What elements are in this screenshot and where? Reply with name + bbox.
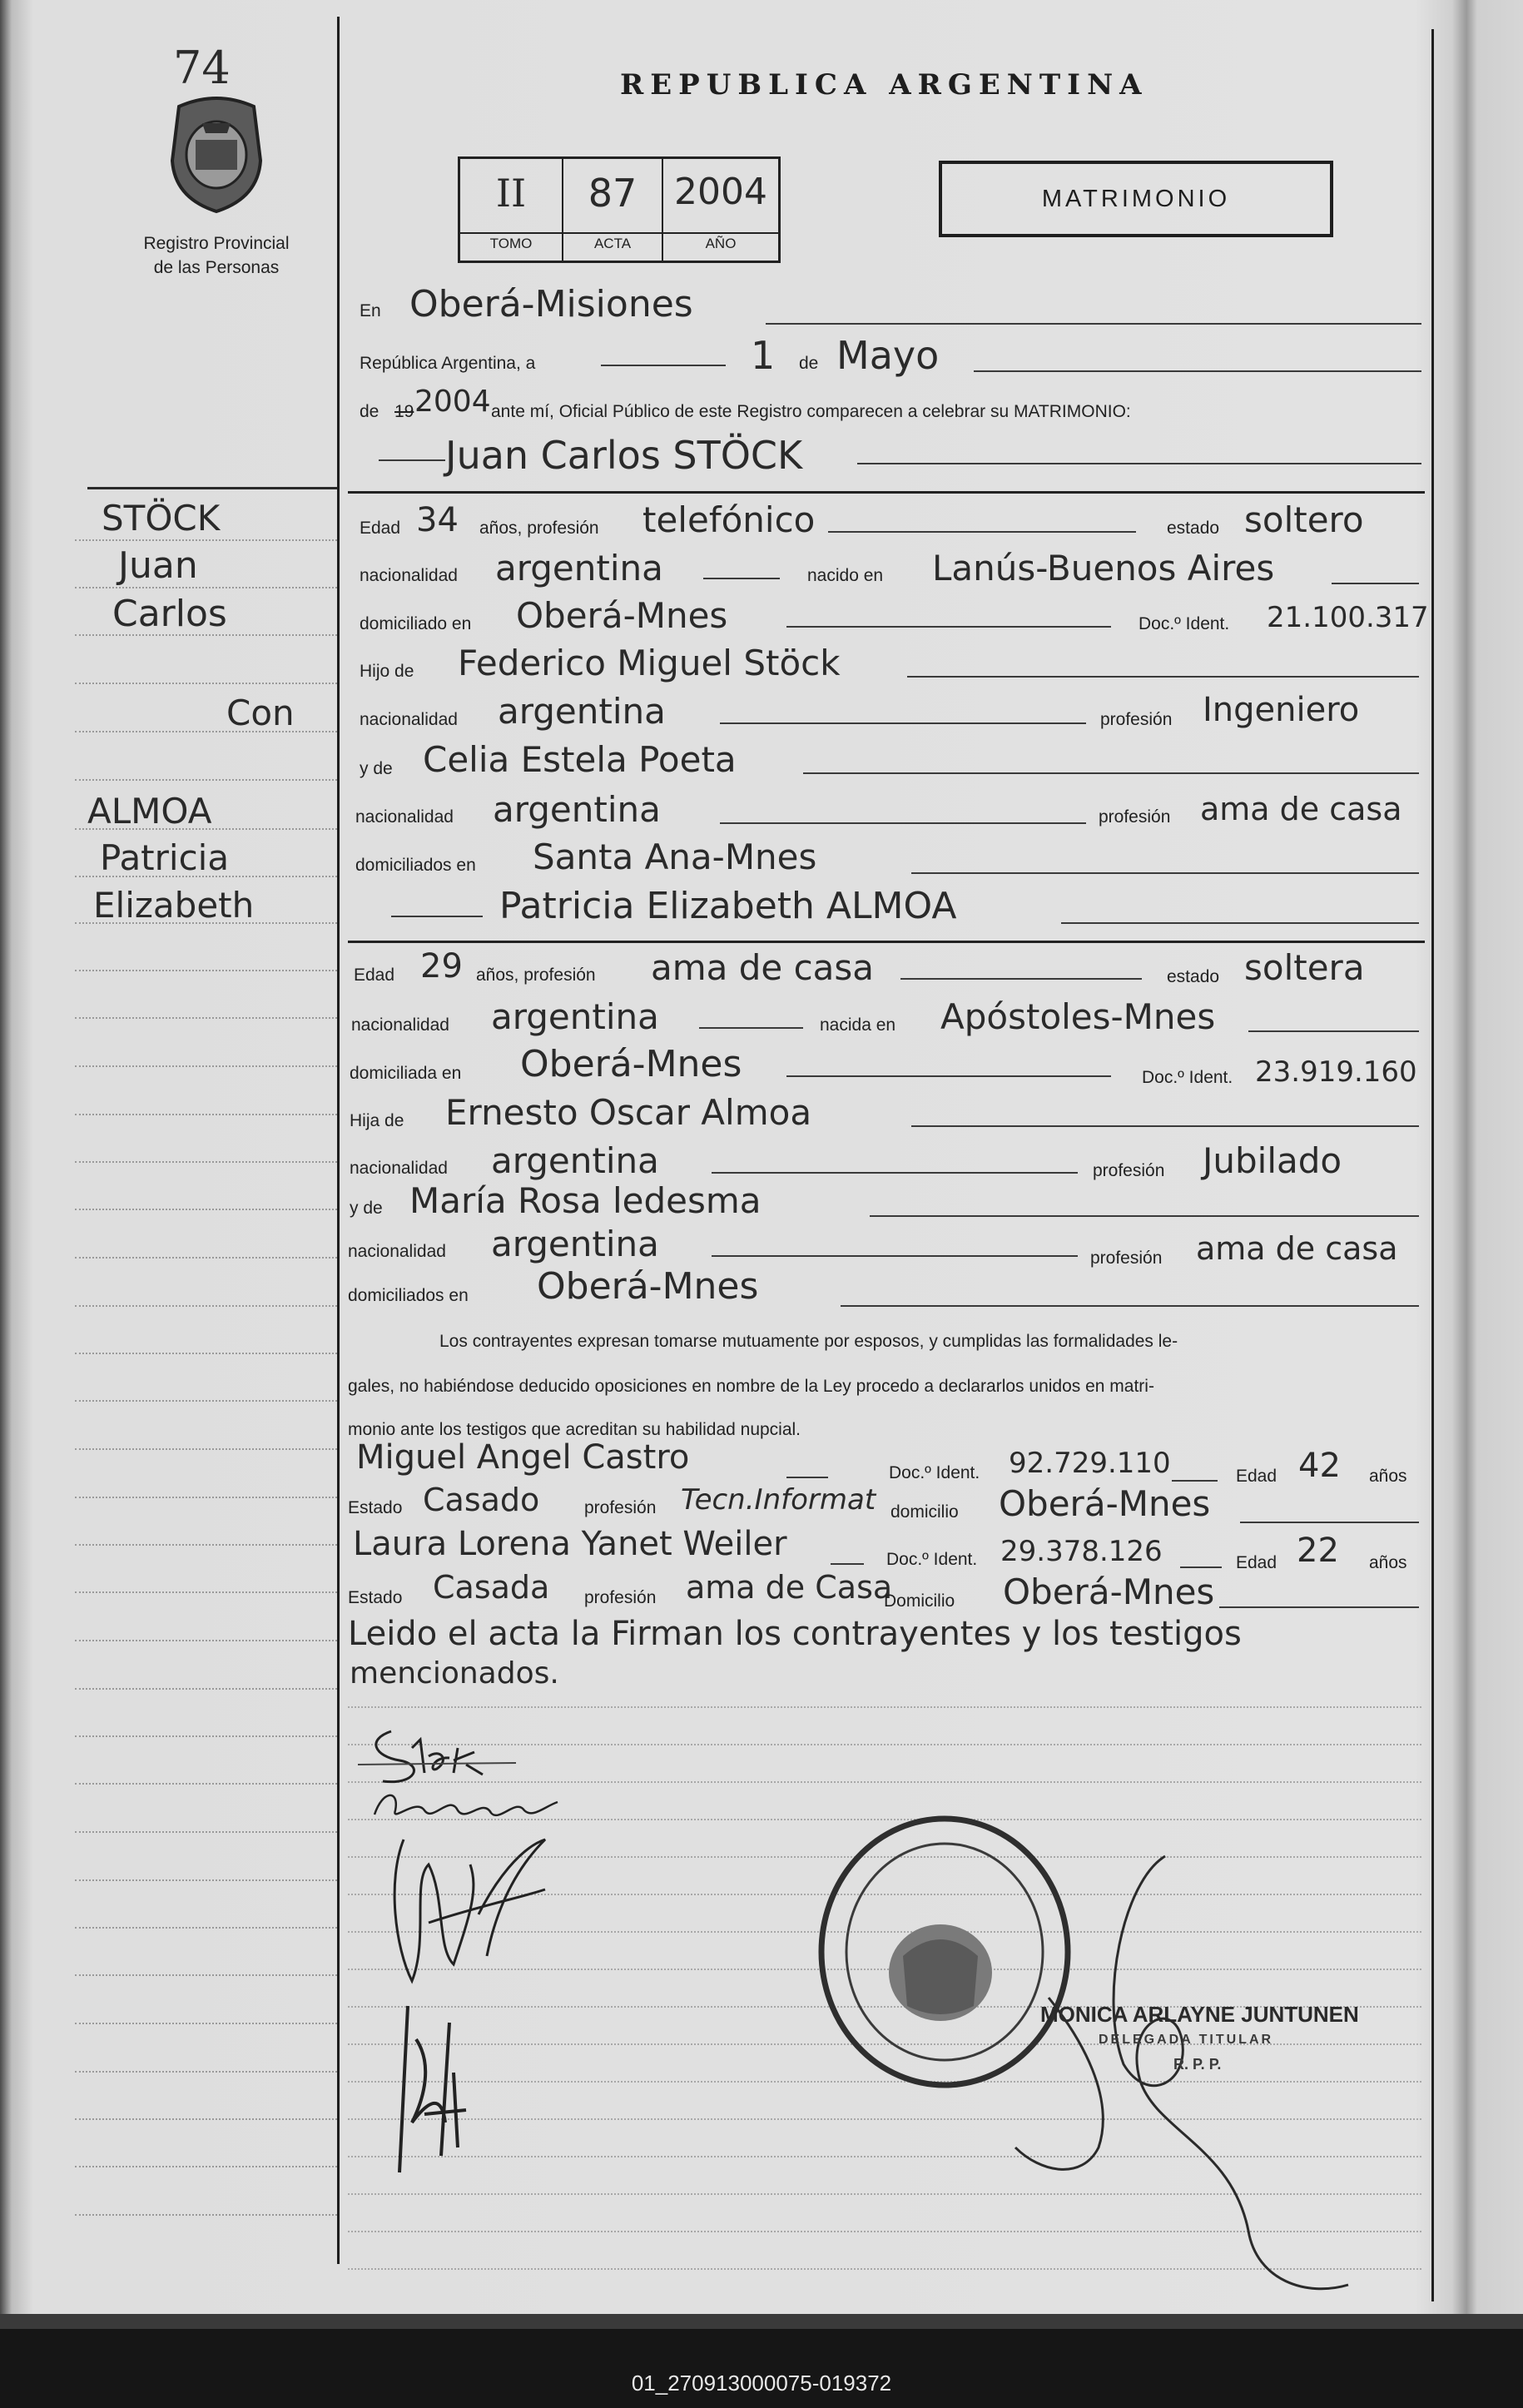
bride-profesion: ama de casa bbox=[651, 947, 875, 988]
registry-line-1: Registro Provincial bbox=[143, 234, 290, 253]
tomo-label: TOMO bbox=[489, 236, 533, 251]
groom-anos-profesion-label: años, profesión bbox=[479, 519, 599, 538]
bride-domicilio: Oberá-Mnes bbox=[520, 1043, 742, 1085]
witness-2-profesion: ama de Casa bbox=[686, 1569, 893, 1606]
groom-hijo-label: Hijo de bbox=[360, 662, 414, 681]
registry-name bbox=[108, 231, 325, 280]
bride-domiciliada-label: domiciliada en bbox=[350, 1064, 462, 1083]
margin-bride-name-2: Elizabeth bbox=[93, 885, 255, 926]
witness-1-signature bbox=[379, 1815, 578, 2006]
groom-padre: Federico Miguel Stöck bbox=[458, 643, 841, 683]
bride-padre-prof: Jubilado bbox=[1203, 1140, 1342, 1181]
bride-estado-label: estado bbox=[1167, 967, 1220, 986]
groom-padre-prof: Ingeniero bbox=[1203, 691, 1360, 729]
witness-2-estado: Casada bbox=[433, 1569, 550, 1606]
witness-2-name: Laura Lorena Yanet Weiler bbox=[353, 1525, 787, 1563]
witness-2-signature bbox=[375, 1989, 491, 2189]
bride-hija-label: Hija de bbox=[350, 1111, 404, 1130]
image-id: 01_270913000075-019372 bbox=[631, 2371, 892, 2396]
bride-full-name: Patricia Elizabeth ALMOA bbox=[499, 885, 957, 927]
registry-line-2: de las Personas bbox=[153, 258, 280, 277]
closing-line-1: Leido el acta la Firman los contrayentes y los testigos bbox=[348, 1615, 1242, 1653]
bride-padre-prof-label: profesión bbox=[1093, 1161, 1165, 1180]
groom-profesion: telefónico bbox=[642, 499, 816, 540]
witness-1-domicilio-label: domicilio bbox=[890, 1502, 959, 1522]
groom-madre-nac: argentina bbox=[493, 789, 661, 830]
margin-bride-surname: ALMOA bbox=[87, 791, 212, 832]
year-printed: 19 bbox=[394, 402, 414, 421]
witness-1-domicilio: Oberá-Mnes bbox=[999, 1483, 1211, 1524]
month: Mayo bbox=[836, 333, 940, 378]
bride-madre-prof-label: profesión bbox=[1090, 1249, 1163, 1268]
bride-padre: Ernesto Oscar Almoa bbox=[445, 1092, 812, 1133]
witness-1-edad: 42 bbox=[1298, 1447, 1341, 1485]
bride-madre-nac-label: nacionalidad bbox=[348, 1242, 446, 1261]
groom-full-name: Juan Carlos STÖCK bbox=[445, 433, 803, 478]
witness-1-doc: 92.729.110 bbox=[1009, 1447, 1171, 1480]
witness-1-name: Miguel Angel Castro bbox=[356, 1438, 690, 1477]
groom-madre-nac-label: nacionalidad bbox=[355, 807, 454, 827]
place: Oberá-Misiones bbox=[409, 283, 693, 325]
day: 1 bbox=[751, 333, 776, 378]
groom-estado: soltero bbox=[1244, 499, 1364, 540]
bride-padre-nac-label: nacionalidad bbox=[350, 1159, 448, 1178]
groom-nacido-label: nacido en bbox=[807, 566, 884, 585]
republica-label: República Argentina, a bbox=[360, 354, 536, 373]
bride-nacida-label: nacida en bbox=[820, 1015, 896, 1035]
margin-groom-name-2: Carlos bbox=[112, 593, 227, 635]
groom-padres-dom: Santa Ana-Mnes bbox=[533, 837, 817, 877]
bride-anos-profesion-label: años, profesión bbox=[476, 966, 596, 985]
doc-type-box bbox=[939, 161, 1333, 237]
margin-groom-name-1: Juan bbox=[118, 544, 198, 587]
groom-estado-label: estado bbox=[1167, 519, 1220, 538]
groom-madre-prof-label: profesión bbox=[1099, 807, 1171, 827]
declaration-line-1: Los contrayentes expresan tomarse mutuamente por esposos, y cumplidas las formalidades le- bbox=[439, 1332, 1178, 1351]
bride-nacionalidad: argentina bbox=[491, 996, 659, 1037]
bride-madre: María Rosa ledesma bbox=[409, 1180, 762, 1221]
ano-label: AÑO bbox=[705, 236, 737, 251]
witness-2-domicilio-label: Domicilio bbox=[884, 1591, 955, 1611]
witness-1-profesion: Tecn.Informat bbox=[681, 1483, 876, 1517]
margin-bride-name-1: Patricia bbox=[100, 837, 230, 878]
witness-1-anos-label: años bbox=[1369, 1467, 1407, 1486]
de-label: de bbox=[799, 354, 819, 373]
margin-connector: Con bbox=[226, 693, 295, 733]
tomo-value: II bbox=[495, 171, 527, 216]
witness-2-edad-label: Edad bbox=[1236, 1553, 1277, 1572]
witness-1-estado-label: Estado bbox=[348, 1498, 403, 1517]
bride-madre-prof: ama de casa bbox=[1196, 1230, 1398, 1267]
bride-estado: soltera bbox=[1244, 947, 1365, 988]
bride-nacionalidad-label: nacionalidad bbox=[351, 1015, 449, 1035]
page-edge-shadow bbox=[0, 2314, 1523, 2329]
witness-1-profesion-label: profesión bbox=[584, 1498, 657, 1517]
officer-office: R. P. P. bbox=[1173, 2056, 1222, 2073]
witness-2-anos-label: años bbox=[1369, 1553, 1407, 1572]
groom-edad: 34 bbox=[416, 501, 459, 539]
tomo-acta-box bbox=[458, 156, 781, 263]
bride-padres-dom: Oberá-Mnes bbox=[537, 1265, 759, 1308]
witness-2-domicilio: Oberá-Mnes bbox=[1003, 1571, 1215, 1612]
bride-yde-label: y de bbox=[350, 1199, 383, 1218]
bride-nacida: Apóstoles-Mnes bbox=[940, 996, 1216, 1037]
groom-padre-nac: argentina bbox=[498, 691, 666, 732]
provincial-seal-icon bbox=[162, 90, 270, 215]
witness-2-doc: 29.378.126 bbox=[1000, 1535, 1163, 1568]
declaration-line-2: gales, no habiéndose deducido oposiciones en nombre de la Ley procedo a declararlos unidos en matri- bbox=[348, 1377, 1154, 1396]
en-label: En bbox=[360, 301, 381, 320]
groom-nacido: Lanús-Buenos Aires bbox=[932, 548, 1275, 588]
groom-nacionalidad-label: nacionalidad bbox=[360, 566, 458, 585]
left-column-border bbox=[337, 17, 340, 2264]
declaration-line-3: monio ante los testigos que acreditan su habilidad nupcial. bbox=[348, 1420, 801, 1439]
witness-2-estado-label: Estado bbox=[348, 1588, 403, 1607]
closing-line-2: mencionados. bbox=[350, 1656, 559, 1691]
bride-doc-label: Doc.º Ident. bbox=[1142, 1068, 1233, 1087]
groom-madre-prof: ama de casa bbox=[1200, 791, 1402, 827]
groom-domicilio: Oberá-Mnes bbox=[516, 595, 728, 636]
witness-1-edad-label: Edad bbox=[1236, 1467, 1277, 1486]
groom-doc: 21.100.317 bbox=[1267, 601, 1429, 634]
witness-2-edad: 22 bbox=[1297, 1532, 1339, 1570]
groom-doc-label: Doc.º Ident. bbox=[1139, 614, 1230, 633]
witness-2-profesion-label: profesión bbox=[584, 1588, 657, 1607]
groom-nacionalidad: argentina bbox=[495, 548, 663, 588]
acta-label: ACTA bbox=[593, 236, 632, 251]
right-column-border bbox=[1431, 29, 1434, 2301]
officer-title: DELEGADA TITULAR bbox=[1099, 2033, 1274, 2047]
groom-yde-label: y de bbox=[360, 759, 393, 778]
groom-padre-prof-label: profesión bbox=[1100, 710, 1173, 729]
groom-madre: Celia Estela Poeta bbox=[423, 739, 737, 780]
ano-value: 2004 bbox=[674, 171, 767, 213]
bride-edad-label: Edad bbox=[354, 966, 395, 985]
margin-groom-surname: STÖCK bbox=[102, 498, 221, 539]
acta-value: 87 bbox=[588, 171, 637, 216]
page-number: 74 bbox=[173, 42, 231, 94]
bride-doc: 23.919.160 bbox=[1255, 1055, 1417, 1089]
groom-padre-nac-label: nacionalidad bbox=[360, 710, 458, 729]
officer-name: MONICA ARLAYNE JUNTUNEN bbox=[1040, 2002, 1359, 2027]
de2-label: de bbox=[360, 402, 380, 421]
bride-edad: 29 bbox=[420, 947, 463, 986]
witness-2-doc-label: Doc.º Ident. bbox=[886, 1550, 978, 1569]
groom-domiciliados-label: domiciliados en bbox=[355, 856, 476, 875]
bride-domiciliados-label: domiciliados en bbox=[348, 1286, 469, 1305]
groom-edad-label: Edad bbox=[360, 519, 401, 538]
year: 2004 bbox=[414, 385, 491, 419]
witness-1-doc-label: Doc.º Ident. bbox=[889, 1463, 980, 1482]
comparecen-text: ante mí, Oficial Público de este Registro comparecen a celebrar su MATRIMONIO: bbox=[491, 402, 1131, 421]
witness-1-estado: Casado bbox=[423, 1482, 540, 1518]
doc-type: MATRIMONIO bbox=[1041, 185, 1231, 212]
bride-madre-nac: argentina bbox=[491, 1224, 659, 1264]
groom-domiciliado-label: domiciliado en bbox=[360, 614, 472, 633]
country-title: REPUBLICA ARGENTINA bbox=[620, 68, 1148, 102]
bride-padre-nac: argentina bbox=[491, 1140, 659, 1181]
officer-signature bbox=[915, 1831, 1415, 2306]
